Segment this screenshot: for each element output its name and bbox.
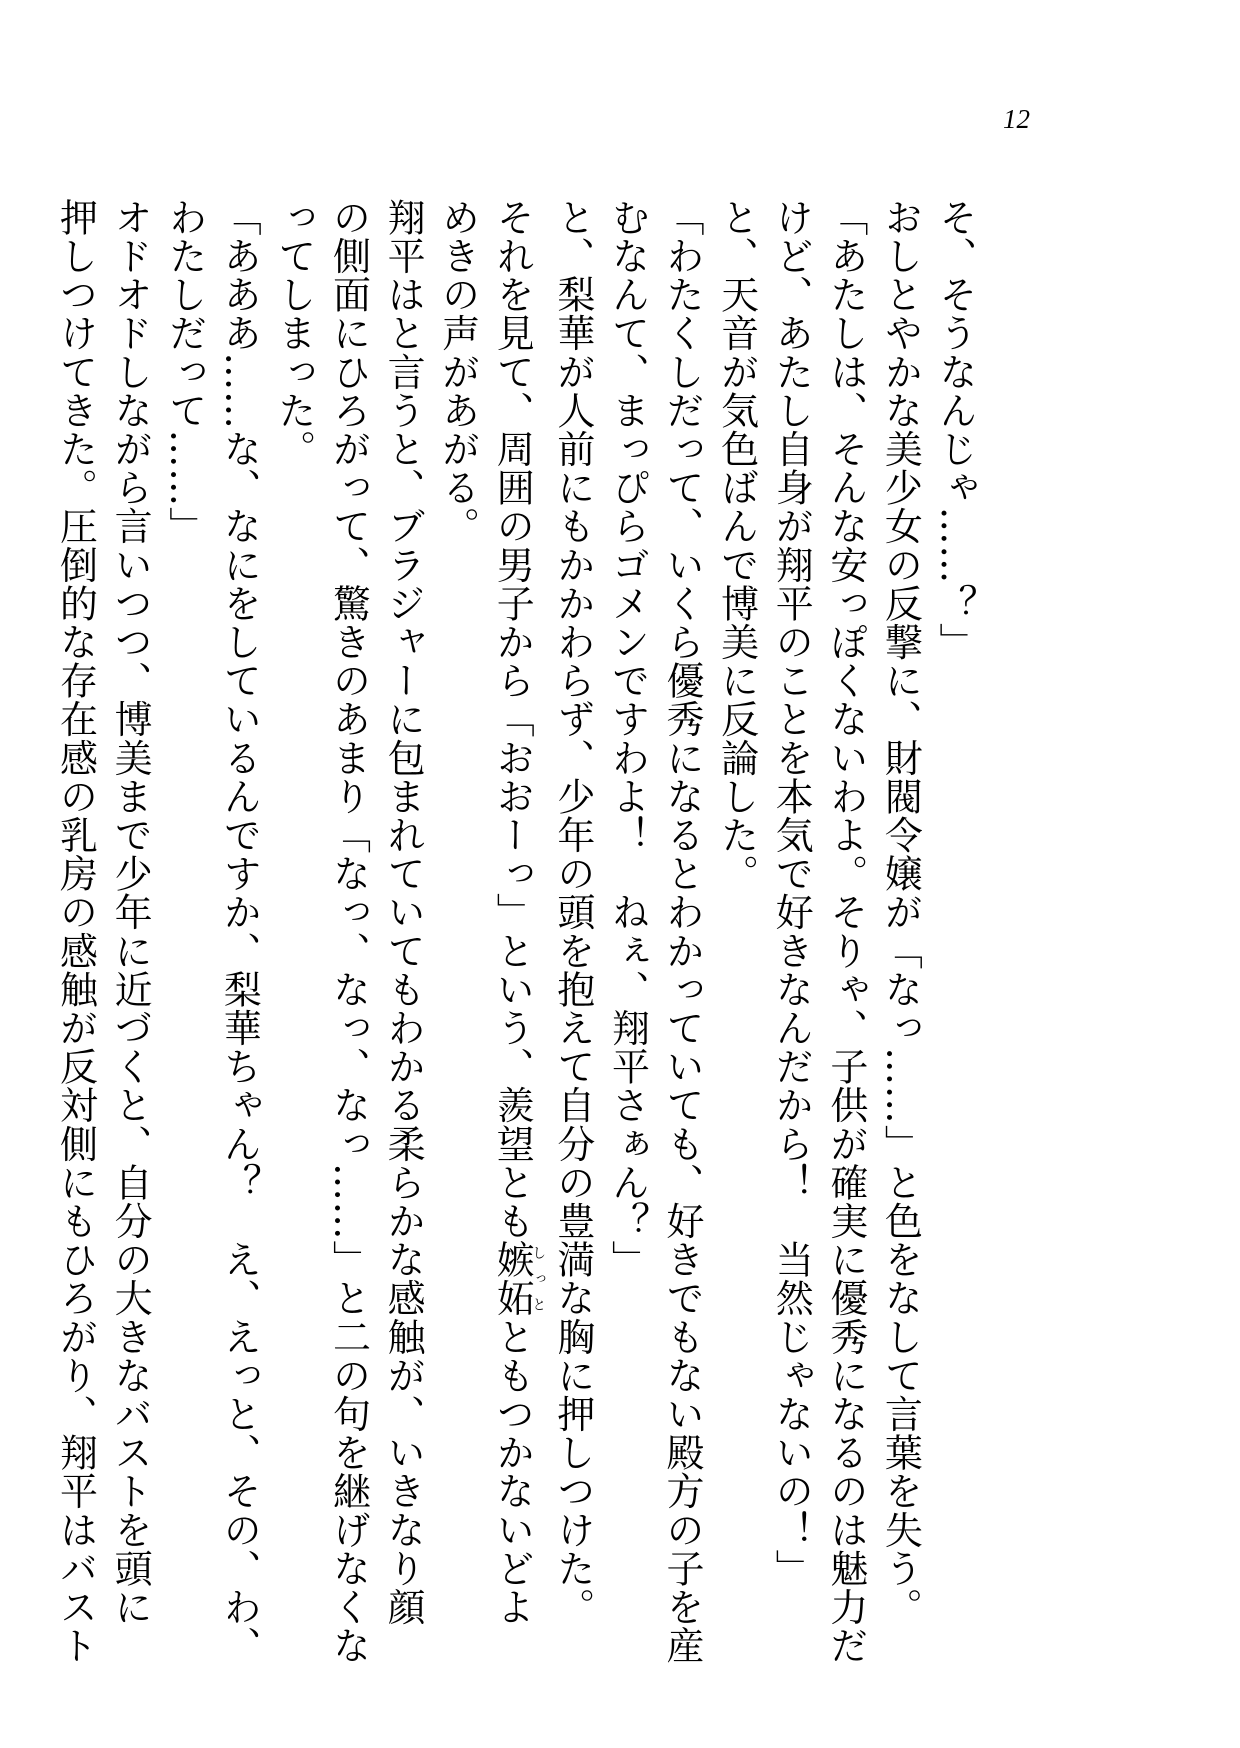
text-line: けど、あたし自身が翔平のことを本気で好きなんだから！ 当然じゃないの！」	[769, 198, 814, 1588]
body-text	[48, 198, 982, 1665]
page-number: 12	[1003, 104, 1030, 134]
ruby-annotation: 嫉妬しっと	[490, 1240, 547, 1318]
text-line: おしとやかな美少女の反撃に、財閥令嬢が「なっ……」と色をなして言葉を失う。	[878, 198, 923, 1627]
text-line: 「あああ……な、なにをしているんですか、梨華ちゃん？ え、えっと、その、わ、	[217, 198, 262, 1665]
text-line: そ、そうなんじゃ……？」	[933, 198, 977, 662]
text-line: 翔平はと言うと、ブラジャーに包まれていてもわかる柔らかな感触が、いきなり顔	[381, 198, 426, 1627]
text-line: わたしだって……」	[162, 198, 207, 546]
text-line: 「わたくしだって、いくら優秀になるとわかっていても、好きでもない殿方の子を産	[660, 198, 705, 1665]
text-line: と、梨華が人前にもかかわらず、少年の頭を抱えて自分の豊満な胸に押しつけた。	[550, 198, 595, 1627]
text-line: 押しつけてきた。圧倒的な存在感の乳房の感触が反対側にもひろがり、翔平はバスト	[53, 198, 98, 1665]
text-line: 「あたしは、そんな安っぽくないわよ。そりゃ、子供が確実に優秀になるのは魅力だ	[823, 198, 868, 1665]
text-line: むなんて、まっぴらゴメンですわよ！ ねぇ、翔平さぁん？」	[605, 198, 650, 1279]
text-line: ってしまった。	[271, 198, 316, 469]
ruby-reading: しっと	[530, 1240, 547, 1318]
text-line: オドオドしながら言いつつ、博美まで少年に近づくと、自分の大きなバストを頭に	[108, 198, 153, 1627]
text-line: めきの声があがる。	[435, 198, 480, 546]
text-line: と、天音が気色ばんで博美に反論した。	[714, 198, 759, 893]
text-line-with-ruby: それを見て、周囲の男子から「おおーっ」という、羨望とも嫉妬しっとともつかないどよ	[490, 198, 547, 1627]
text-line: の側面にひろがって、驚きのあまり「なっ、なっ、なっ……」と二の句を継げなくな	[326, 198, 371, 1665]
